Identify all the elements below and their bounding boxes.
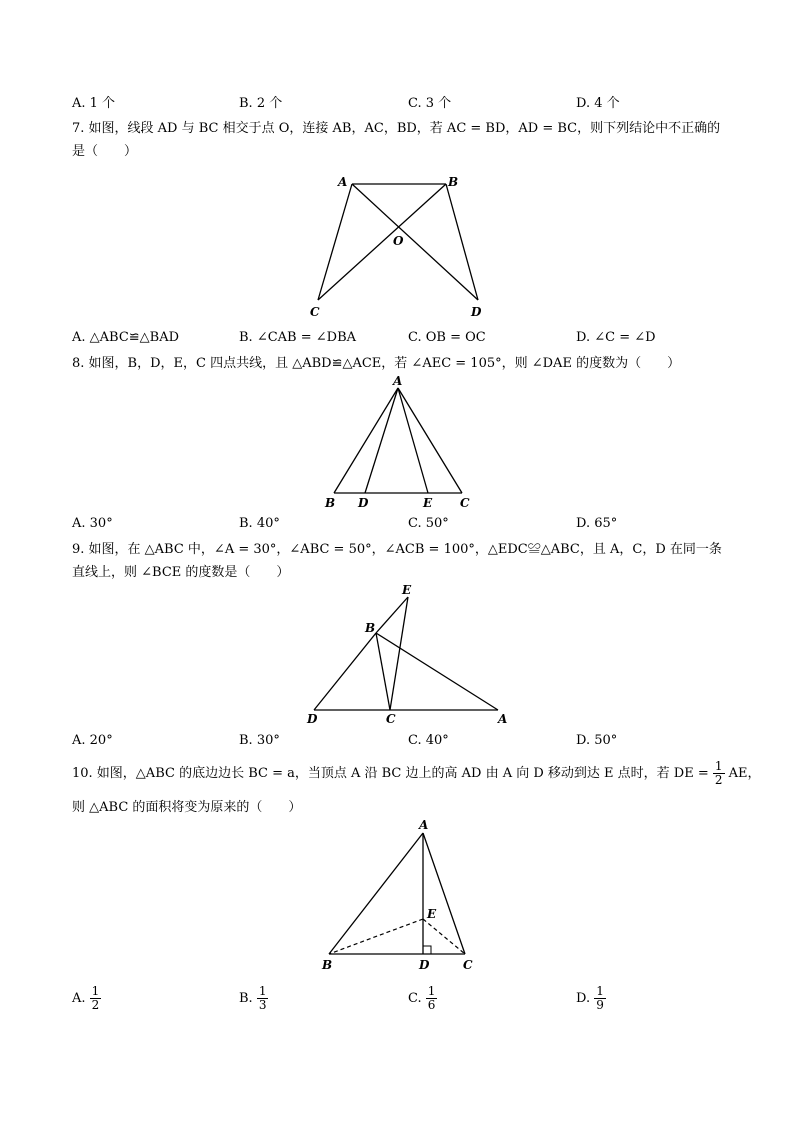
q6-options [72, 94, 732, 114]
q9-segment-bd [314, 633, 376, 710]
q9-option-c: C. 40° [408, 733, 449, 748]
q10-label-b: B [322, 958, 333, 972]
q10-option-a-denominator: 2 [91, 998, 100, 1012]
q8-option-d: D. 65° [576, 516, 618, 531]
q10-label-e: E [427, 907, 437, 921]
q10-option-c [408, 982, 437, 1016]
q10-option-d-numerator: 1 [596, 984, 604, 998]
q7-label-b: B [448, 175, 459, 189]
q7-stem-line1: 7. 如图，线段 AD 与 BC 相交于点 O，连接 AB，AC，BD，若 AC = BD，AD = BC，则下列结论中不正确的 [72, 121, 721, 136]
q9-option-d: D. 50° [576, 733, 618, 748]
q6-option-d: D. 4 个 [576, 96, 620, 111]
q10-fraction-numerator: 1 [714, 759, 723, 773]
q10-option-d [576, 982, 606, 1016]
q8-segment-ae [398, 388, 428, 493]
q10-stem-part1: 10. 如图，△ABC 的底边边长 BC = a，当顶点 A 沿 BC 边上的高 AD 由 A 向 D 移动到达 E 点时，若 DE = [72, 766, 709, 781]
q10-stem-line1 [72, 759, 761, 788]
q8-segment-ac [398, 388, 462, 493]
q10-label-a: A [419, 818, 429, 832]
q8-stem-line1: 8. 如图，B，D，E，C 四点共线，且 △ABD≌△ACE，若 ∠AEC = 105°，则 ∠DAE 的度数为（ ） [72, 356, 681, 371]
q9-options [72, 731, 732, 751]
q9-stem-line1: 9. 如图，在 △ABC 中，∠A = 30°，∠ABC = 50°，∠ACB = 100°，△EDC≌△ABC，且 A，C，D 在同一条 [72, 542, 722, 557]
q10-segment-ac [423, 833, 465, 954]
q10-option-d-denominator: 9 [596, 998, 604, 1012]
q10-option-a-prefix: A. [72, 991, 86, 1006]
q8-segment-ad [365, 388, 398, 493]
q10-option-d-fraction [594, 985, 606, 1012]
q7-options [72, 328, 732, 348]
q7-option-a: A. △ABC≌△BAD [72, 330, 180, 345]
q10-option-b-prefix: B. [239, 991, 253, 1006]
q10-option-c-fraction [426, 985, 438, 1012]
q8-label-d: D [358, 496, 369, 510]
q10-right-angle-mark [423, 946, 431, 954]
q6-option-a: A. 1 个 [72, 96, 116, 111]
q9-label-a: A [498, 712, 508, 726]
q10-option-b-numerator: 1 [258, 984, 267, 998]
q9-stem-line2: 直线上，则 ∠BCE 的度数是（ ） [72, 565, 290, 580]
q7-segment-ac [318, 184, 352, 300]
q8-option-c: C. 50° [408, 516, 449, 531]
q7-segment-bc [318, 184, 446, 300]
q10-label-d: D [419, 958, 430, 972]
q10-option-d-prefix: D. [576, 991, 591, 1006]
q9-option-a: A. 20° [72, 733, 113, 748]
q6-option-b: B. 2 个 [239, 96, 283, 111]
q10-option-a-fraction [90, 985, 102, 1012]
q10-option-b [239, 982, 268, 1016]
q9-label-e: E [402, 583, 412, 597]
q10-options [72, 982, 732, 1016]
q10-stem-part2: AE， [728, 766, 761, 781]
q9-label-c: C [386, 712, 396, 726]
q10-fraction [713, 760, 725, 787]
q7-label-c: C [310, 305, 320, 319]
q10-option-b-denominator: 3 [258, 998, 267, 1012]
q10-figure [315, 815, 485, 975]
q8-label-e: E [423, 496, 433, 510]
q8-label-a: A [393, 374, 403, 388]
q7-segment-ad [352, 184, 478, 300]
q10-option-c-numerator: 1 [427, 984, 436, 998]
q10-label-c: C [463, 958, 473, 972]
q10-stem-line2: 则 △ABC 的面积将变为原来的（ ） [72, 800, 302, 815]
q7-label-a: A [338, 175, 348, 189]
q8-label-c: C [460, 496, 470, 510]
q7-label-o: O [393, 234, 404, 248]
q9-label-b: B [365, 621, 376, 635]
q9-segment-ba [376, 633, 498, 710]
q10-segment-ab [329, 833, 423, 954]
q10-option-c-denominator: 6 [427, 998, 436, 1012]
q10-option-a-numerator: 1 [91, 984, 100, 998]
q8-figure [320, 372, 480, 512]
q7-option-b: B. ∠CAB = ∠DBA [239, 330, 357, 345]
q8-options [72, 514, 732, 534]
q7-label-d: D [471, 305, 482, 319]
q6-option-c: C. 3 个 [408, 96, 452, 111]
q8-label-b: B [325, 496, 336, 510]
q8-segment-ab [334, 388, 398, 493]
q7-segment-bd [446, 184, 478, 300]
q10-option-b-fraction [257, 985, 269, 1012]
q10-fraction-denominator: 2 [714, 773, 723, 787]
q9-option-b: B. 30° [239, 733, 280, 748]
q9-label-d: D [307, 712, 318, 726]
q10-option-c-prefix: C. [408, 991, 422, 1006]
q7-option-d: D. ∠C = ∠D [576, 330, 656, 345]
q7-option-c: C. OB = OC [408, 330, 486, 345]
q7-figure [300, 168, 500, 320]
q9-segment-bc [376, 633, 390, 710]
q9-figure [300, 580, 520, 726]
q10-option-a [72, 982, 101, 1016]
q8-option-a: A. 30° [72, 516, 113, 531]
q7-stem-line2: 是（ ） [72, 144, 138, 159]
q8-option-b: B. 40° [239, 516, 280, 531]
